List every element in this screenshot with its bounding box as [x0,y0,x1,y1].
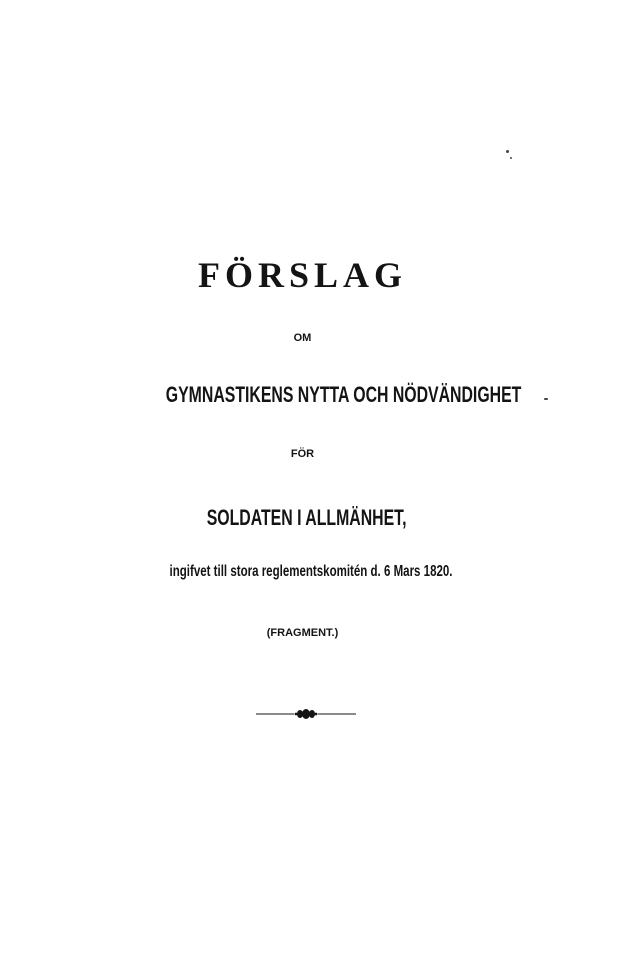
page-title: FÖRSLAG [197,255,408,295]
paper-speck [544,398,548,400]
subject-heading: GYMNASTIKENS NYTTA OCH NÖDVÄNDIGHET [165,382,522,407]
audience-heading: SOLDATEN I ALLMÄNHET, [206,505,407,530]
paper-speck [506,150,509,153]
connector-for: FÖR [290,448,315,460]
connector-om: OM [293,332,312,344]
ornament-divider-icon [256,708,356,720]
paper-speck [510,157,512,159]
submission-line: ingifvet till stora reglementskomitén d. 6 Mars 1820. [169,563,453,580]
fragment-note: (FRAGMENT.) [266,627,339,639]
